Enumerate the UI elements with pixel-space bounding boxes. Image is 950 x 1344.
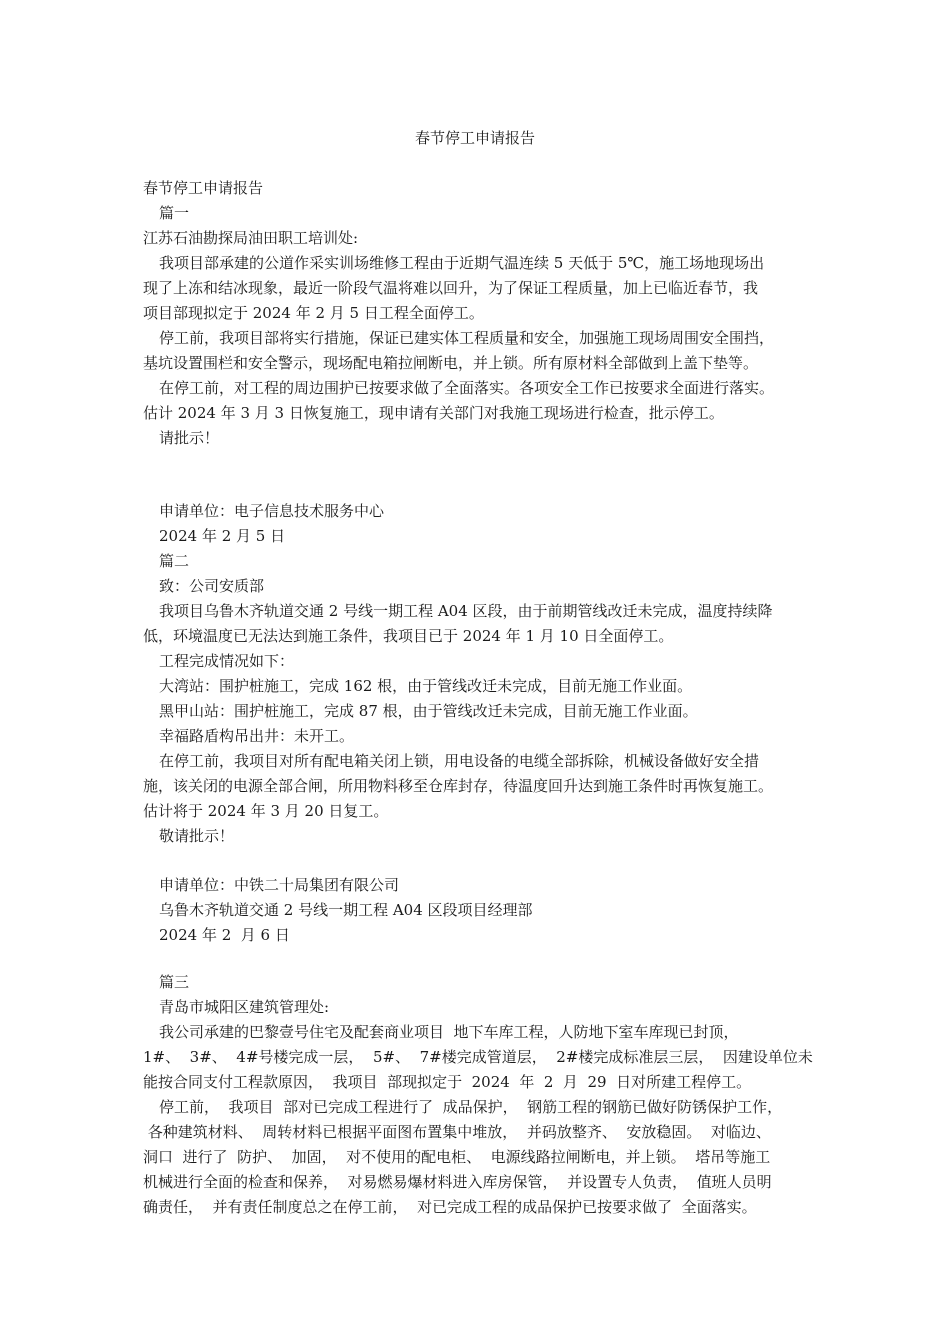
part3-line: 机械进行全面的检查和保养， 对易燃易爆材料进入库房保管， 并设置专人负责， 值班人员明 xyxy=(143,1173,772,1191)
part2-line: 大湾站：围护桩施工，完成 162 根，由于管线改迁未完成，目前无施工作业面。 xyxy=(159,677,693,695)
part3-heading: 篇三 xyxy=(159,973,190,991)
part2-department: 乌鲁木齐轨道交通 2 号线一期工程 A04 区段项目经理部 xyxy=(159,901,533,919)
document-title: 春节停工申请报告 xyxy=(414,129,535,147)
document-body xyxy=(143,176,813,1220)
part1-salutation: 江苏石油勘探局油田职工培训处: xyxy=(143,229,359,247)
part2-closing: 敬请批示！ xyxy=(159,827,235,845)
part3-salutation: 青岛市城阳区建筑管理处: xyxy=(159,998,330,1016)
part1-line: 项目部现拟定于 2024 年 2 月 5 日工程全面停工。 xyxy=(143,304,484,322)
part1-applicant: 申请单位：电子信息技术服务中心 xyxy=(159,502,385,520)
part2-line: 估计将于 2024 年 3 月 20 日复工。 xyxy=(143,802,389,820)
part3-line: 我公司承建的巴黎壹号住宅及配套商业项目 地下车库工程，人防地下室车库现已封顶， xyxy=(159,1023,739,1041)
part3-line: 确责任， 并有责任制度总之在停工前， 对已完成工程的成品保护已按要求做了 全面落实。 xyxy=(143,1198,757,1216)
part3-line: 1#、 3#、 4#号楼完成一层， 5#、 7#楼完成管道层， 2#楼完成标准层三层， 因建设单位未 xyxy=(143,1048,813,1066)
part2-line: 我项目乌鲁木齐轨道交通 2 号线一期工程 A04 区段，由于前期管线改迁未完成，温度持续降 xyxy=(159,602,773,620)
part1-line: 现了上冻和结冰现象，最近一阶段气温将难以回升，为了保证工程质量，加上已临近春节，我 xyxy=(143,279,759,297)
part3-line: 停工前， 我项目 部对已完成工程进行了 成品保护， 钢筋工程的钢筋已做好防锈保护工作， xyxy=(159,1098,783,1116)
part1-line: 停工前，我项目部将实行措施，保证已建实体工程质量和安全，加强施工现场周围安全围挡， xyxy=(159,329,775,347)
part1-line: 我项目部承建的公道作采实训场维修工程由于近期气温连续 5 天低于 5℃，施工场地现场出 xyxy=(159,254,765,272)
part3-line: 各种建筑材料、 周转材料已根据平面图布置集中堆放， 并码放整齐、 安放稳固。 对临边、 xyxy=(143,1123,771,1141)
part1-heading: 篇一 xyxy=(159,204,190,222)
part2-line: 在停工前，我项目对所有配电箱关闭上锁，用电设备的电缆全部拆除，机械设备做好安全措 xyxy=(159,752,760,770)
part2-date: 2024 年 2 月 6 日 xyxy=(159,926,290,944)
part2-line: 施，该关闭的电源全部合闸，所用物料移至仓库封存，待温度回升达到施工条件时再恢复施工。 xyxy=(143,777,774,795)
part2-applicant: 申请单位：中铁二十局集团有限公司 xyxy=(159,876,400,894)
part1-closing: 请批示！ xyxy=(159,429,220,447)
part1-date: 2024 年 2 月 5 日 xyxy=(159,527,286,545)
document-subtitle: 春节停工申请报告 xyxy=(143,179,264,197)
part1-line: 在停工前，对工程的周边围护已按要求做了全面落实。各项安全工作已按要求全面进行落实。 xyxy=(159,379,775,397)
part1-line: 基坑设置围栏和安全警示，现场配电箱拉闸断电，并上锁。所有原材料全部做到上盖下垫等。 xyxy=(143,354,759,372)
part2-line: 工程完成情况如下： xyxy=(159,652,295,670)
part2-line: 黑甲山站：围护桩施工，完成 87 根，由于管线改迁未完成，目前无施工作业面。 xyxy=(159,702,698,720)
part2-heading: 篇二 xyxy=(159,552,190,570)
part1-line: 估计 2024 年 3 月 3 日恢复施工，现申请有关部门对我施工现场进行检查，批示停工。 xyxy=(143,404,724,422)
part3-line: 洞口 进行了 防护、 加固， 对不使用的配电柜、 电源线路拉闸断电，并上锁。 塔吊等施工 xyxy=(143,1148,771,1166)
part3-line: 能按合同支付工程款原因， 我项目 部现拟定于 2024 年 2 月 29 日对所建工程停工。 xyxy=(143,1073,752,1091)
part2-line: 低，环境温度已无法达到施工条件，我项目已于 2024 年 1 月 10 日全面停工。 xyxy=(143,627,674,645)
part2-salutation: 致：公司安质部 xyxy=(159,577,265,595)
part2-line: 幸福路盾构吊出井：未开工。 xyxy=(159,727,355,745)
